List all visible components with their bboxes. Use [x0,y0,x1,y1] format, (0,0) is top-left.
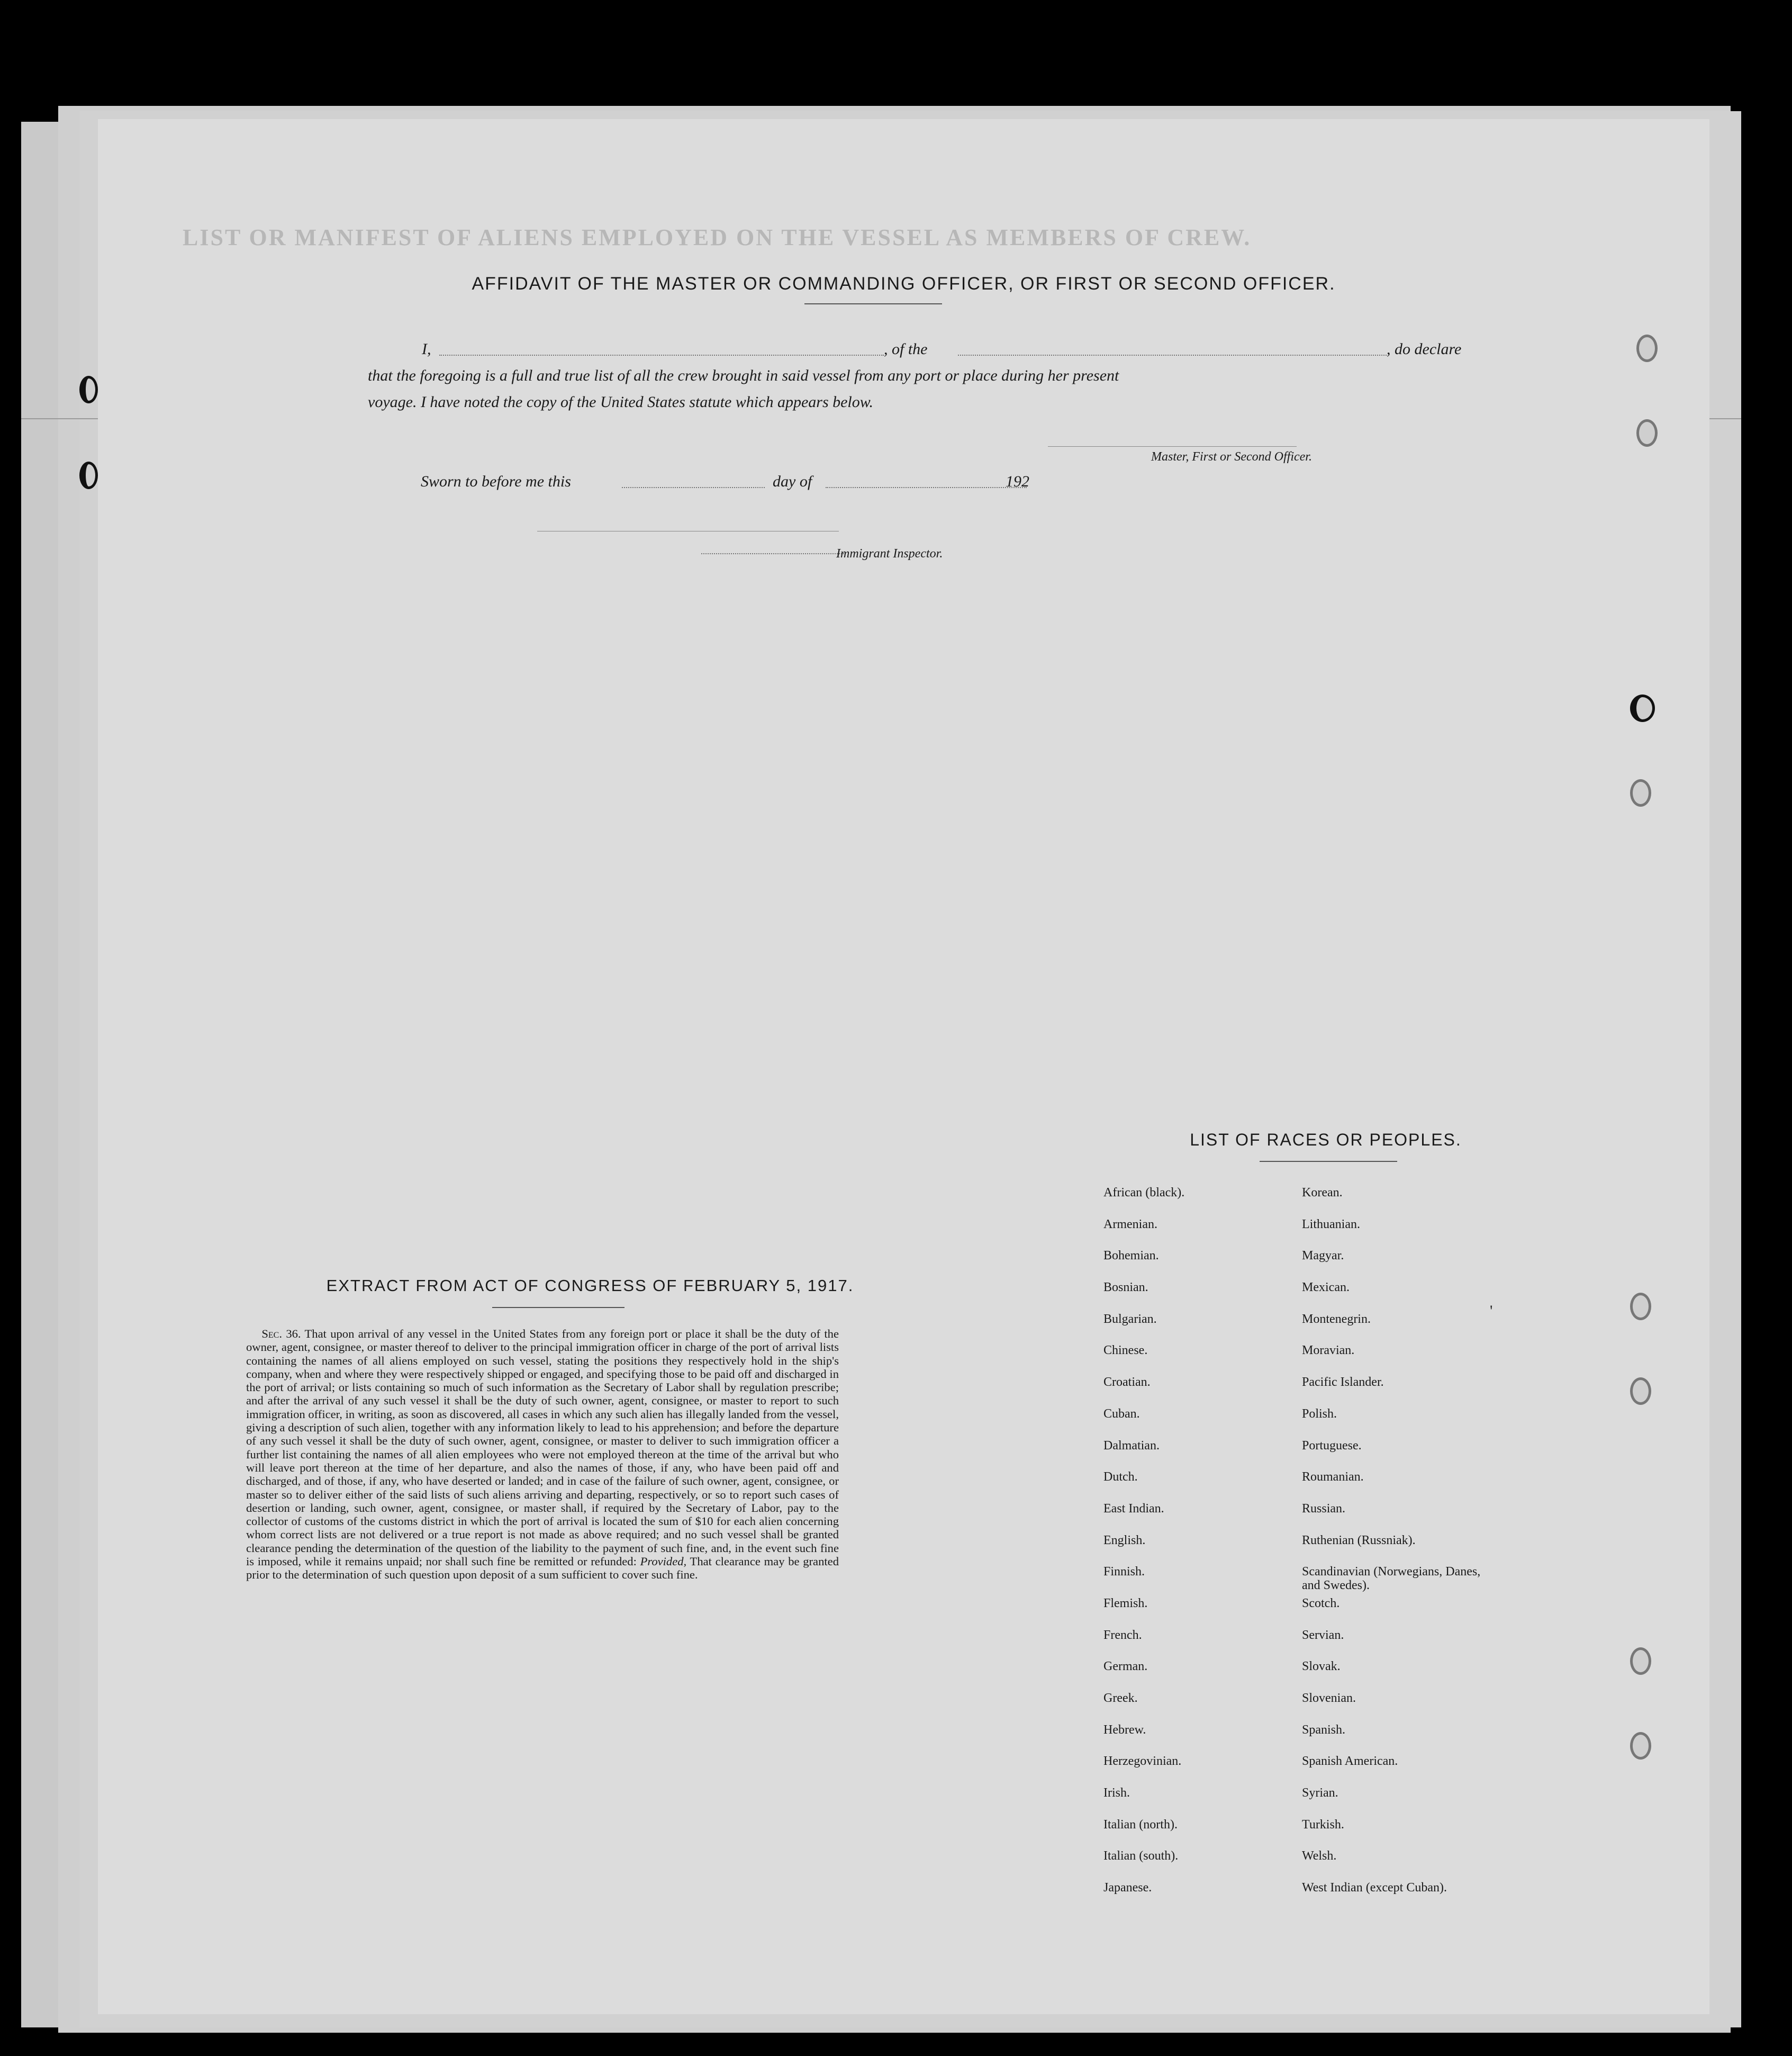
affidavit-line3: voyage. I have noted the copy of the United States statute which appears below. [368,393,874,411]
binder-hole [1636,419,1658,447]
extract-title: EXTRACT FROM ACT OF CONGRESS OF FEBRUARY 5, 1917. [326,1276,854,1295]
race-item: Mexican. [1302,1281,1350,1295]
race-item: Welsh. [1302,1849,1337,1863]
extract-rule [492,1307,625,1308]
race-item: Greek. [1103,1691,1138,1705]
extract-tail: That clearance may be granted prior to the determination of such question upon deposit of a sum sufficient to cover such fine. [246,1555,839,1582]
race-item: Hebrew. [1103,1723,1146,1737]
signature-line [1048,446,1297,447]
binder-hole [1630,1377,1651,1405]
race-item: Korean. [1302,1186,1343,1200]
race-item: Roumanian. [1302,1470,1364,1484]
race-item: Dalmatian. [1103,1438,1160,1453]
races-right-column [1302,1186,1492,1913]
race-item: Irish. [1103,1786,1130,1800]
race-item: Servian. [1302,1628,1344,1642]
race-item: Chinese. [1103,1343,1148,1358]
vessel-field-line [958,355,1387,356]
race-item: Slovenian. [1302,1691,1356,1705]
race-item: Italian (south). [1103,1849,1179,1863]
month-field-line [826,487,1027,488]
race-item: Bosnian. [1103,1281,1148,1295]
race-item: Montenegrin. [1302,1312,1371,1326]
race-item: Pacific Islander. [1302,1375,1384,1390]
race-item: Russian. [1302,1501,1346,1516]
title-rule [804,303,942,304]
race-item: Syrian. [1302,1786,1338,1800]
race-item: West Indian (except Cuban). [1302,1881,1447,1895]
race-item: German. [1103,1660,1148,1674]
races-rule [1260,1161,1397,1162]
race-item: Scandinavian (Norwegians, Danes, and Swedes). [1302,1565,1481,1593]
day-field-line [622,487,765,488]
race-item: Spanish American. [1302,1754,1398,1769]
binder-hole [1630,1293,1651,1320]
ghost-header: LIST OR MANIFEST OF ALIENS EMPLOYED ON THE VESSEL AS MEMBERS OF CREW. [183,224,1252,250]
binder-hole [79,376,98,403]
extract-text: That upon arrival of any vessel in the United States from any foreign port or place it shall be the duty of the owner, agent, consignee, or master thereof to deliver to the principal immigration officer in charge of the port of arrival lists containing the names of all aliens employed on such vessel, stating the positions they respectively hold in the ship's company, when and where they were respectively shipped or engaged, and specifying those to be paid off and discharged in the port of arrival; or lists containing so much of such information as the Secretary of Labor shall by regulation prescribe; and after the arrival of any such vessel it shall be the duty of such owner, agent, consignee, or master to report to such immigration officer, in writing, as soon as discovered, all cases in which any such alien has illegally landed from the vessel, giving a description of such alien, together with any information likely to lead to his apprehension; and before the departure of any such vessel it shall be the duty of such owner, agent, consignee, or master to deliver to such immigration officer a further list containing the names of all alien employees who were not employed thereon at the time of the arrival but who will leave port thereon at the time of her departure, and also the names of those, if any, who have been paid off and discharged, and of those, if any, who have deserted or landed; and in case of the failure of such owner, agent, consignee, or master so to deliver either of the said lists of such aliens arriving and departing, respectively, or so to report such cases of desertion or landing, such owner, agent, consignee, or master shall, if required by the Secretary of Labor, pay to the collector of customs of the customs district in which the port of arrival is located the sum of $10 for each alien concerning whom correct lists are not delivered or a true report is not made as above required; and no such vessel shall be granted clearance pending the determination of the question of the liability to the payment of such fine, and, in the event such fine is imposed, while it remains unpaid; nor shall such fine be remitted or refunded: [246,1327,839,1568]
sworn-text: Sworn to before me this [421,473,571,490]
race-item: French. [1103,1628,1142,1642]
inspector-field-line [701,553,844,554]
pen-mark: ' [1490,1302,1493,1320]
race-item: Moravian. [1302,1343,1355,1358]
affidavit-of-the: , of the [884,340,928,358]
binder-hole [1630,1647,1651,1675]
race-item: Croatian. [1103,1375,1151,1390]
binder-hole [1636,335,1658,362]
inspector-caption: Immigrant Inspector. [836,547,943,561]
race-item: East Indian. [1103,1501,1164,1516]
race-item: Cuban. [1103,1406,1140,1421]
race-item: Finnish. [1103,1565,1145,1579]
section-label: Sec. 36. [261,1327,301,1340]
race-item: Flemish. [1103,1596,1148,1610]
affidavit-title: AFFIDAVIT OF THE MASTER OR COMMANDING OFFICER, OR FIRST OR SECOND OFFICER. [472,274,1336,294]
form-page [98,119,1709,2014]
race-item: African (black). [1103,1186,1185,1200]
year-text: 192 [1006,473,1029,490]
day-of-text: day of [773,473,812,490]
race-item: Polish. [1302,1406,1337,1421]
race-item: English. [1103,1533,1146,1547]
name-field-line [439,355,884,356]
binder-hole [1630,695,1655,722]
affidavit-line2: that the foregoing is a full and true list of all the crew brought in said vessel from any port or place during her present [368,367,1119,384]
race-item: Scotch. [1302,1596,1340,1610]
binder-hole [79,462,98,489]
race-item: Armenian. [1103,1217,1157,1231]
underlying-ruled-line [21,418,101,419]
provided-word: Provided, [640,1555,687,1568]
race-item: Magyar. [1302,1249,1344,1263]
race-item: Italian (north). [1103,1817,1178,1832]
race-item: Slovak. [1302,1660,1341,1674]
race-item: Bohemian. [1103,1249,1159,1263]
race-item: Bulgarian. [1103,1312,1157,1326]
race-item: Herzegovinian. [1103,1754,1182,1769]
binder-hole [1630,779,1651,807]
races-title: LIST OF RACES OR PEOPLES. [1190,1130,1462,1149]
race-item: Lithuanian. [1302,1217,1360,1231]
races-left-column [1103,1186,1184,1913]
race-item: Ruthenian (Russniak). [1302,1533,1416,1547]
affidavit-i: I, [422,340,431,358]
race-item: Turkish. [1302,1817,1344,1832]
race-item: Spanish. [1302,1723,1346,1737]
race-item: Dutch. [1103,1470,1138,1484]
extract-body [246,1327,839,1582]
binder-hole [1630,1732,1651,1760]
race-item: Portuguese. [1302,1438,1362,1453]
affidavit-declare: , do declare [1387,340,1462,358]
signature-caption: Master, First or Second Officer. [1151,450,1312,464]
race-item: Japanese. [1103,1881,1152,1895]
